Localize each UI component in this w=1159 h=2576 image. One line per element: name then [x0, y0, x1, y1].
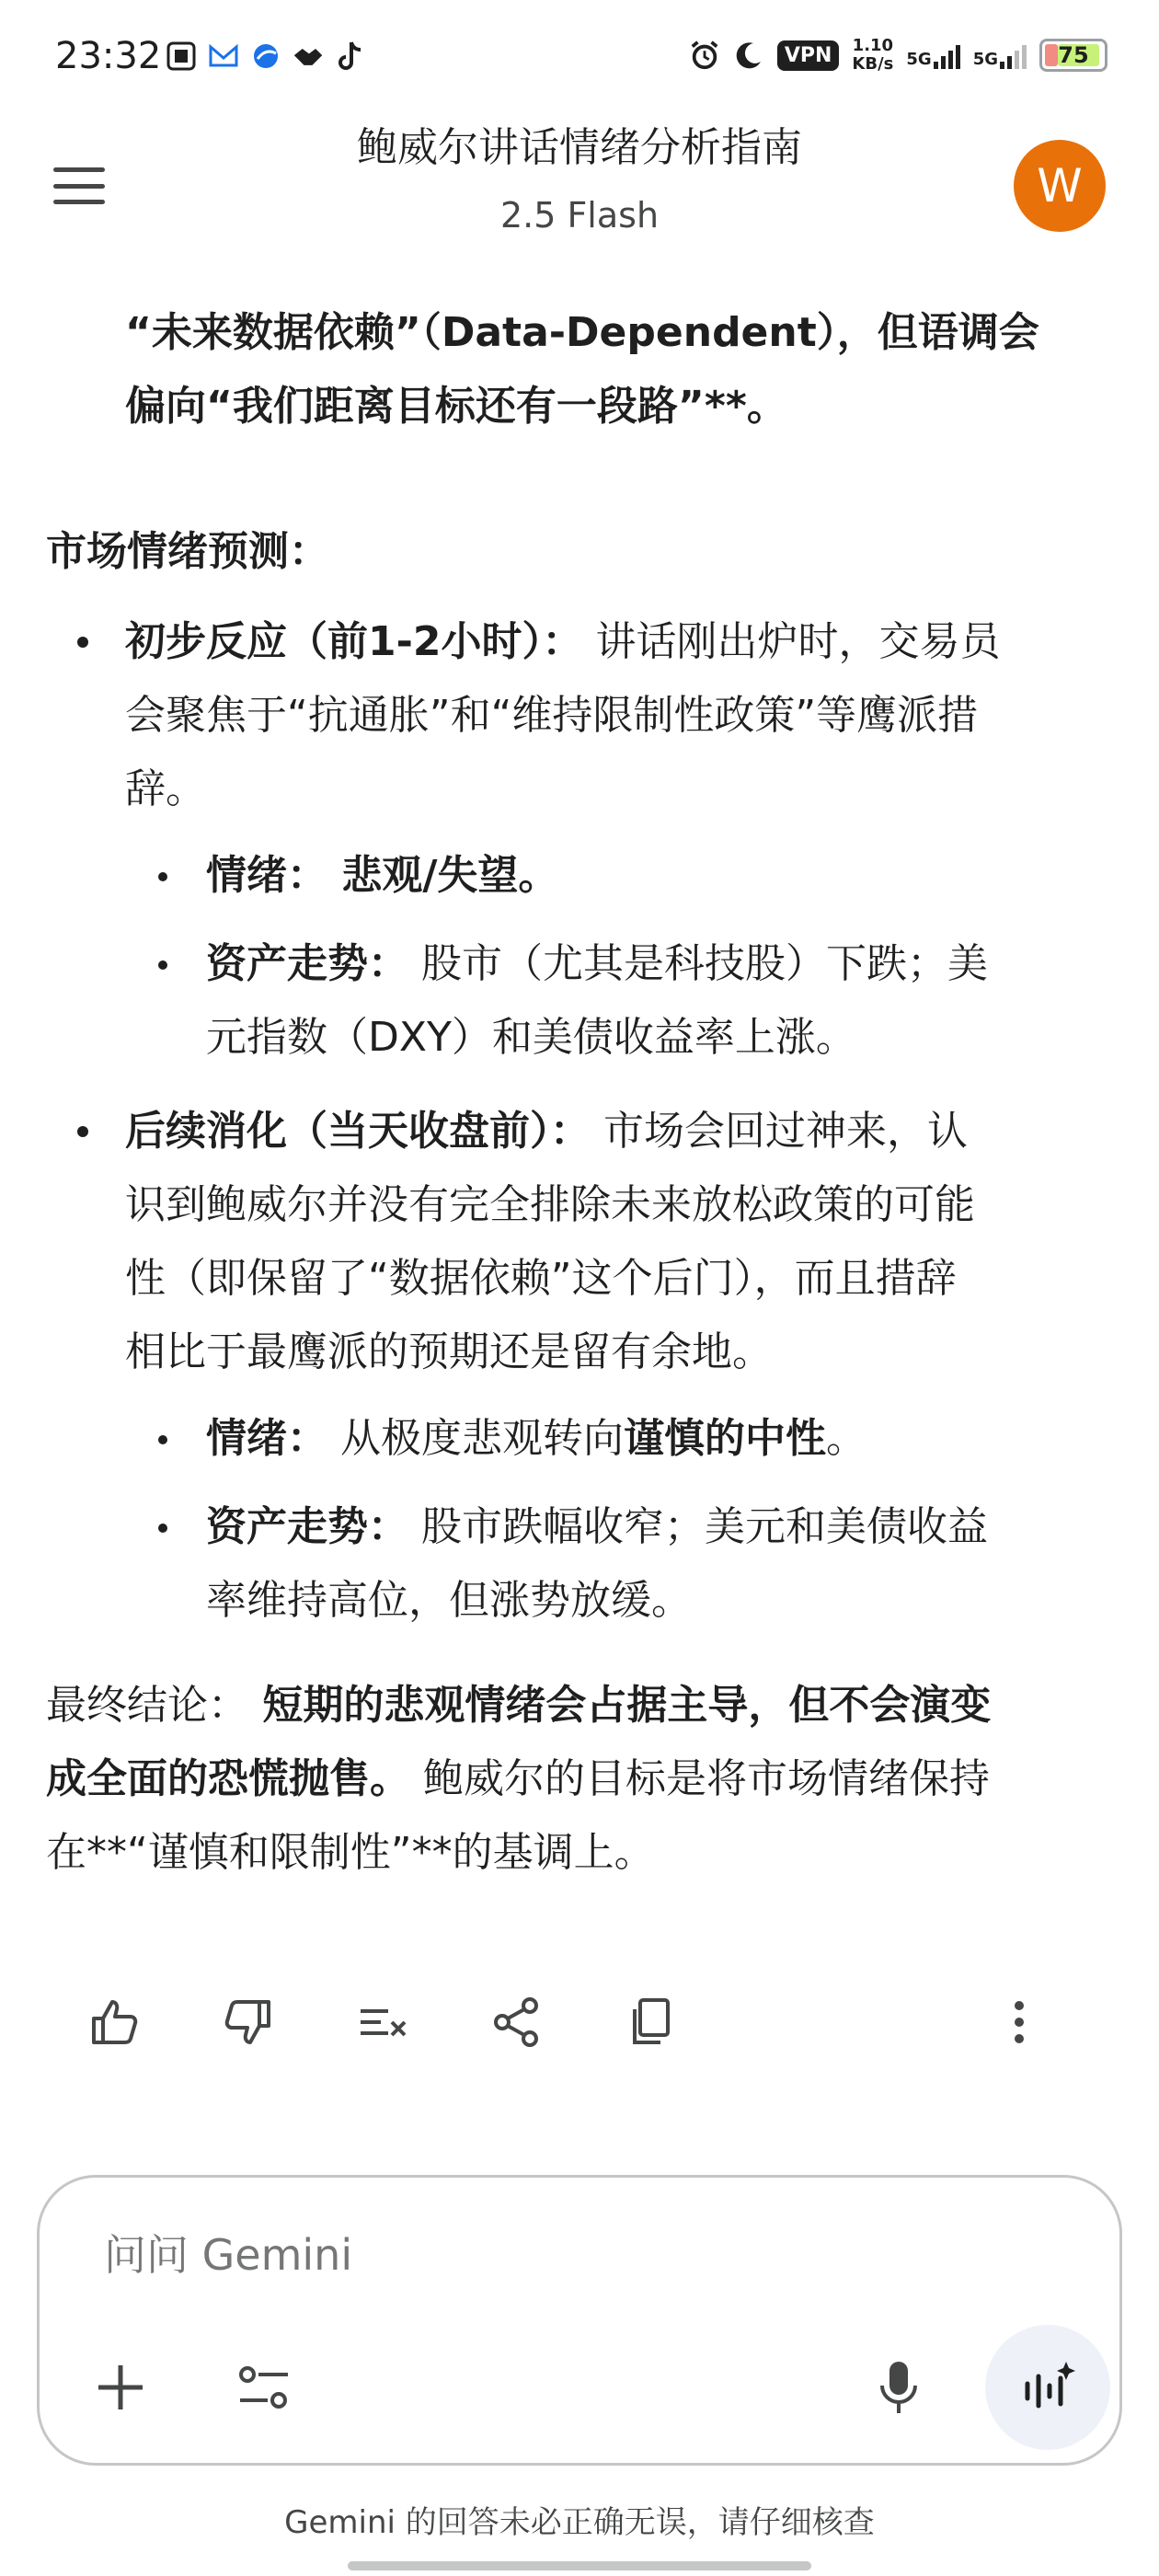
microphone-icon	[877, 2358, 921, 2417]
sub-label: 情绪：	[206, 1415, 327, 1462]
section-heading: 市场情绪预测：	[46, 528, 329, 575]
thumb-down-icon[interactable]	[212, 1985, 285, 2059]
disclaimer: Gemini 的回答未必正确无误，请仔细核查	[284, 2504, 875, 2541]
browser-icon	[250, 40, 281, 72]
bullet-2-line-4: 相比于最鹰派的预期还是留有余地。	[125, 1328, 773, 1375]
signal-5g-1	[906, 41, 959, 69]
bullet-1-sub-2-line-2: 元指数（DXY）和美债收益率上涨。	[206, 1014, 856, 1061]
bullet-1-text: 讲话刚出炉时，交易员	[582, 618, 1001, 665]
modify-response-icon[interactable]	[346, 1985, 419, 2059]
intro-line-1: “未来数据依赖”（Data-Dependent），但语调会	[125, 309, 1039, 356]
conclusion-text: 鲍威尔的目标是将市场情绪保持	[410, 1755, 990, 1802]
sub-text: 股市（尤其是科技股）下跌；美	[408, 940, 988, 987]
conclusion-text: 短期的悲观情绪会占据主导，但不会演变	[248, 1682, 992, 1729]
intro-line-2: 偏向“我们距离目标还有一段路”**。	[125, 383, 787, 430]
prompt-input-box[interactable]	[37, 2175, 1122, 2466]
status-time: 23:32	[55, 35, 162, 77]
sub-label: 资产走势：	[206, 1503, 408, 1550]
network-speed	[852, 37, 893, 74]
bullet-2-line-1	[125, 1095, 968, 1168]
sub-emphasis: 谨慎的中性	[624, 1415, 826, 1462]
bullet-1-label: 初步反应（前1-2小时）：	[125, 618, 583, 665]
sub-text: 从极度悲观转向	[327, 1415, 624, 1462]
bullet-2-sub-1	[206, 1402, 866, 1476]
system-indicators	[689, 37, 1107, 74]
share-icon[interactable]	[480, 1985, 554, 2059]
live-button[interactable]	[985, 2325, 1110, 2450]
bullet-2-sub-2-line-1	[206, 1490, 988, 1564]
conclusion-label: 最终结论：	[46, 1682, 248, 1729]
sub-end: 。	[826, 1415, 866, 1462]
sub-text: 悲观/失望。	[327, 852, 559, 899]
sub-label: 情绪：	[206, 852, 327, 899]
bullet-1-line-1	[125, 605, 1001, 679]
model-selector[interactable]: 2.5 Flash	[499, 195, 660, 236]
microphone-button[interactable]	[855, 2343, 943, 2432]
vpn-badge: VPN	[777, 40, 840, 71]
bullet-2-text: 市场会回过神来，认	[591, 1108, 968, 1155]
bullet-1-sub-2-line-1	[206, 927, 988, 1001]
prompt-input[interactable]: 问问 Gemini	[104, 2230, 353, 2280]
bullet-dot	[77, 637, 88, 648]
avatar[interactable]: W	[1014, 140, 1106, 232]
battery-level: 75	[1058, 42, 1089, 68]
sub-text: 股市跌幅收窄；美元和美债收益	[408, 1503, 988, 1550]
more-vert-icon[interactable]	[982, 1985, 1056, 2059]
tune-icon	[235, 2360, 293, 2415]
bullet-dot	[158, 960, 167, 970]
signal-bars-icon	[934, 41, 960, 69]
net-label-2: 5G	[972, 50, 998, 69]
bullet-2-label: 后续消化（当天收盘前）：	[125, 1108, 591, 1155]
bullet-dot	[158, 872, 167, 881]
signal-bars-icon	[1000, 41, 1027, 69]
home-indicator[interactable]	[348, 2561, 811, 2570]
signal-5g-2	[973, 41, 1027, 69]
bullet-1-sub-1	[206, 839, 558, 913]
bullet-1-line-2: 会聚焦于“抗通胀”和“维持限制性政策”等鹰派措	[125, 692, 979, 739]
gmail-icon	[208, 40, 239, 72]
sub-label: 资产走势：	[206, 940, 408, 987]
thumb-up-icon[interactable]	[77, 1985, 151, 2059]
bullet-2-sub-2-line-2: 率维持高位，但涨势放缓。	[206, 1577, 692, 1624]
add-button[interactable]	[76, 2343, 165, 2432]
bullet-dot	[158, 1524, 167, 1533]
chat-title[interactable]: 鲍威尔讲话情绪分析指南	[357, 124, 802, 171]
status-bar	[0, 0, 1159, 120]
handshake-icon	[293, 40, 324, 72]
bullet-2-line-3: 性（即保留了“数据依赖”这个后门），而且措辞	[125, 1255, 957, 1302]
conclusion-line-1	[46, 1669, 991, 1742]
bullet-2-line-2: 识到鲍威尔并没有完全排除未来放松政策的可能	[125, 1181, 975, 1228]
conclusion-emphasis: 成全面的恐慌抛售。	[46, 1755, 410, 1802]
copy-icon[interactable]	[614, 1985, 688, 2059]
bullet-dot	[158, 1435, 167, 1444]
notification-icons	[166, 40, 366, 72]
tools-button[interactable]	[220, 2343, 308, 2432]
speed-value: 1.10	[852, 36, 894, 55]
bullet-1-line-3: 辞。	[125, 765, 206, 812]
conclusion-line-2	[46, 1742, 990, 1816]
battery-icon	[1039, 39, 1107, 72]
alarm-icon	[689, 40, 720, 71]
tiktok-icon	[335, 40, 366, 72]
bullet-dot	[77, 1126, 88, 1137]
moon-icon	[733, 40, 764, 71]
response-actions	[0, 1985, 1159, 2059]
live-waveform-icon	[1018, 2358, 1077, 2417]
clipboard-icon	[166, 40, 197, 72]
net-label-1: 5G	[906, 50, 932, 69]
plus-icon	[93, 2360, 148, 2415]
conclusion-line-3: 在**“谨慎和限制性”**的基调上。	[46, 1829, 655, 1876]
speed-unit: KB/s	[852, 54, 894, 74]
